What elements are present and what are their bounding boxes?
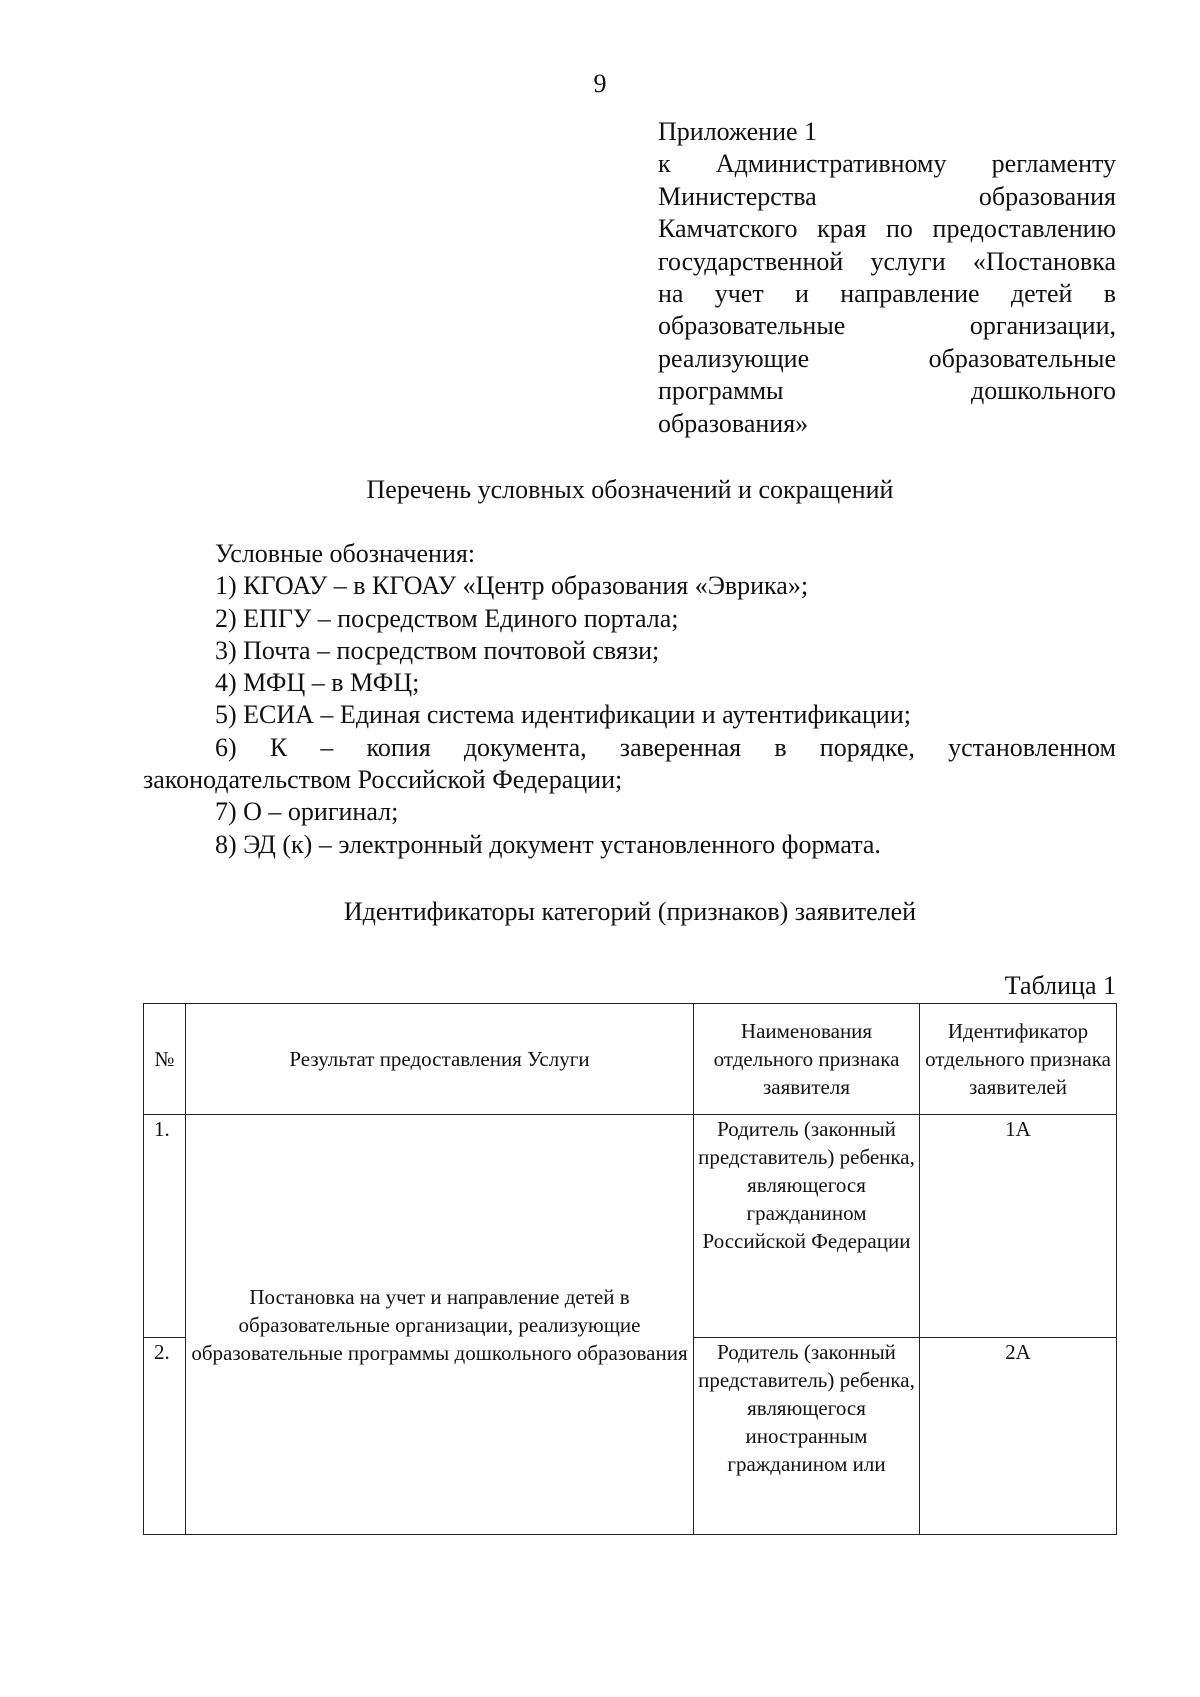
definition-item: 7) О – оригинал; [215, 797, 399, 827]
header-feature-id: Идентификатор отдельного признака заявителей [920, 1004, 1117, 1115]
definition-item-continuation: законодательством Российской Федерации; [143, 765, 623, 795]
definition-item: 8) ЭД (к) – электронный документ установленного формата. [215, 829, 881, 859]
definition-item: 6) К – копия документа, заверенная в порядке, установленном [215, 732, 1116, 762]
definition-item: 5) ЕСИА – Единая система идентификации и аутентификации; [215, 700, 911, 730]
definitions-list [143, 538, 1116, 861]
header-feature-name: Наименования отдельного признака заявителя [694, 1004, 920, 1115]
appendix-block [658, 116, 1116, 440]
table-header-row [144, 1004, 1117, 1115]
appendix-line: Министерства образования [658, 181, 1116, 211]
service-result-cell: Постановка на учет и направление детей в образовательные организации, реализующие образовательные программы дошкольного образования [186, 1115, 694, 1535]
appendix-line: программы дошкольного [658, 376, 1116, 406]
feature-name-cell: Родитель (законный представитель) ребенка, являющегося иностранным гражданином или [694, 1338, 920, 1535]
definition-item: 1) КГОАУ – в КГОАУ «Центр образования «Эврика»; [215, 571, 809, 601]
page-number: 9 [593, 69, 607, 98]
header-result: Результат предоставления Услуги [186, 1004, 694, 1115]
abbreviations-heading: Перечень условных обозначений и сокращений [366, 475, 894, 504]
appendix-line: на учет и направление детей в [658, 278, 1116, 308]
appendix-line: к Административному регламенту [658, 149, 1116, 179]
definition-item: 2) ЕПГУ – посредством Единого портала; [215, 603, 679, 633]
appendix-line: государственной услуги «Постановка [658, 246, 1116, 276]
appendix-line: Приложение 1 [658, 117, 818, 146]
identifiers-heading: Идентификаторы категорий (признаков) заявителей [343, 897, 917, 926]
row-number: 1. [144, 1115, 186, 1338]
definitions-title: Условные обозначения: [215, 539, 476, 568]
appendix-line: образовательные организации, [658, 311, 1116, 341]
feature-id-cell: 2А [920, 1338, 1117, 1535]
row-number: 2. [144, 1338, 186, 1535]
feature-id-cell: 1А [920, 1115, 1117, 1338]
appendix-line: образования» [658, 408, 809, 438]
header-number: № [144, 1004, 186, 1115]
table-row [144, 1115, 1117, 1338]
appendix-line: реализующие образовательные [658, 343, 1116, 373]
identifiers-table [143, 1003, 1117, 1535]
table-caption: Таблица 1 [1004, 971, 1116, 1000]
definition-item: 4) МФЦ – в МФЦ; [215, 668, 420, 698]
definition-item: 3) Почта – посредством почтовой связи; [215, 635, 660, 665]
appendix-line: Камчатского края по предоставлению [658, 214, 1116, 244]
feature-name-cell: Родитель (законный представитель) ребенка, являющегося гражданином Российской Федерации [694, 1115, 920, 1338]
